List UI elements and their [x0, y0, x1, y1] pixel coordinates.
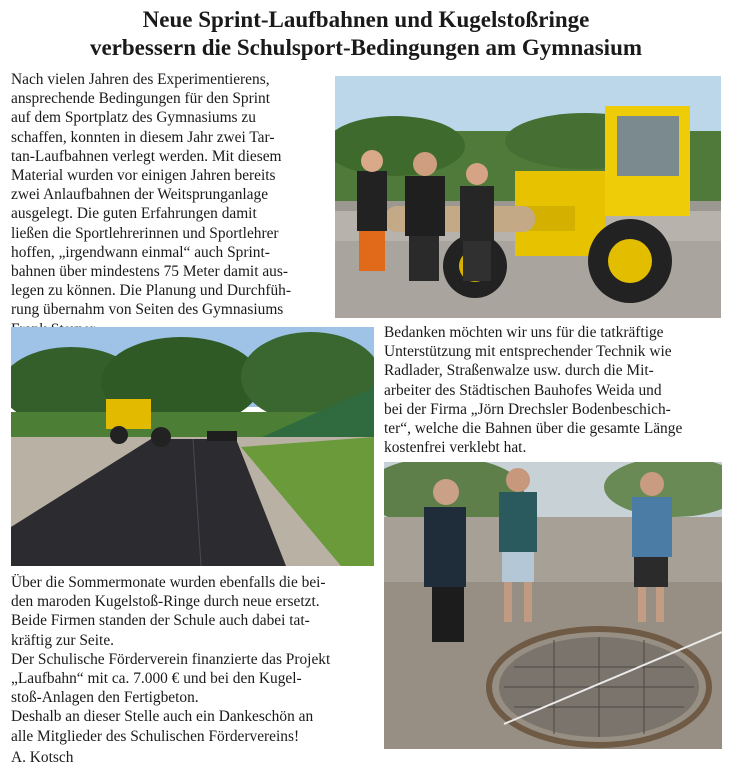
text-line: bahnen über mindestens 75 Meter damit aus- — [11, 263, 288, 281]
text-line: „Laufbahn“ mit ca. 7.000 € und bei den Kugel- — [11, 670, 302, 688]
text-line: ausgelegt. Die guten Erfahrungen damit — [11, 205, 257, 223]
photo-shot-put-ring — [384, 462, 722, 749]
text-line: hoffen, „irgendwann einmal“ auch Sprint- — [11, 243, 270, 261]
headline-line: Neue Sprint-Laufbahnen und Kugelstoßringe — [142, 7, 590, 32]
text-line: Bedanken möchten wir uns für die tatkräftige — [384, 324, 664, 341]
text-line: Nach vielen Jahren des Experimentierens, — [11, 71, 270, 88]
text-line: ließen die Sportlehrerinnen und Sportlehrer — [11, 224, 279, 242]
paragraph-shot-put — [11, 573, 374, 746]
text-line: Beide Firmen standen der Schule auch dabei tat- — [11, 612, 310, 630]
author-signature: A. Kotsch — [11, 749, 74, 766]
text-line: Unterstützung mit entsprechender Technik wie — [384, 343, 672, 361]
text-line: schaffen, konnten in diesem Jahr zwei Tar- — [11, 128, 275, 146]
text-line: ansprechende Bedingungen für den Sprint — [11, 90, 271, 108]
article-headline — [0, 6, 732, 62]
text-line: bei der Firma „Jörn Drechsler Bodenbeschich- — [384, 400, 671, 418]
text-line: alle Mitglieder des Schulischen Fördervereins! — [11, 727, 300, 745]
text-line: Radlader, Straßenwalze usw. durch die Mit- — [384, 362, 654, 380]
text-line: arbeiter des Städtischen Bauhofes Weida und — [384, 381, 662, 399]
text-line: stoß-Anlagen den Fertigbeton. — [11, 689, 199, 707]
text-line: auf dem Sportplatz des Gymnasiums zu — [11, 109, 256, 127]
text-line: Deshalb an dieser Stelle auch ein Dankeschön an — [11, 708, 314, 726]
photo-running-track — [11, 327, 374, 566]
text-line: Über die Sommermonate wurden ebenfalls die bei- — [11, 574, 326, 591]
text-line: kostenfrei verklebt hat. — [384, 439, 527, 457]
text-line: den maroden Kugelstoß-Ringe durch neue ersetzt. — [11, 593, 320, 611]
photo-wheel-loader-crew — [335, 76, 721, 318]
text-line: Der Schulische Förderverein finanzierte das Projekt — [11, 650, 331, 668]
paragraph-intro — [11, 70, 326, 339]
text-line: legen zu können. Die Planung und Durchfüh- — [11, 282, 291, 300]
text-line: rung übernahm von Seiten des Gymnasiums — [11, 301, 284, 319]
paragraph-thanks — [384, 323, 722, 457]
text-line: tan-Laufbahnen verlegt werden. Mit diesem — [11, 147, 282, 165]
text-line: kräftig zur Seite. — [11, 631, 114, 649]
text-line: Material wurden vor einigen Jahren bereits — [11, 167, 276, 185]
text-line: zwei Anlaufbahnen der Weitsprunganlage — [11, 186, 269, 204]
headline-line: verbessern die Schulsport-Bedingungen am Gymnasium — [89, 35, 643, 60]
text-line: ter“, welche die Bahnen über die gesamte Länge — [384, 420, 683, 438]
